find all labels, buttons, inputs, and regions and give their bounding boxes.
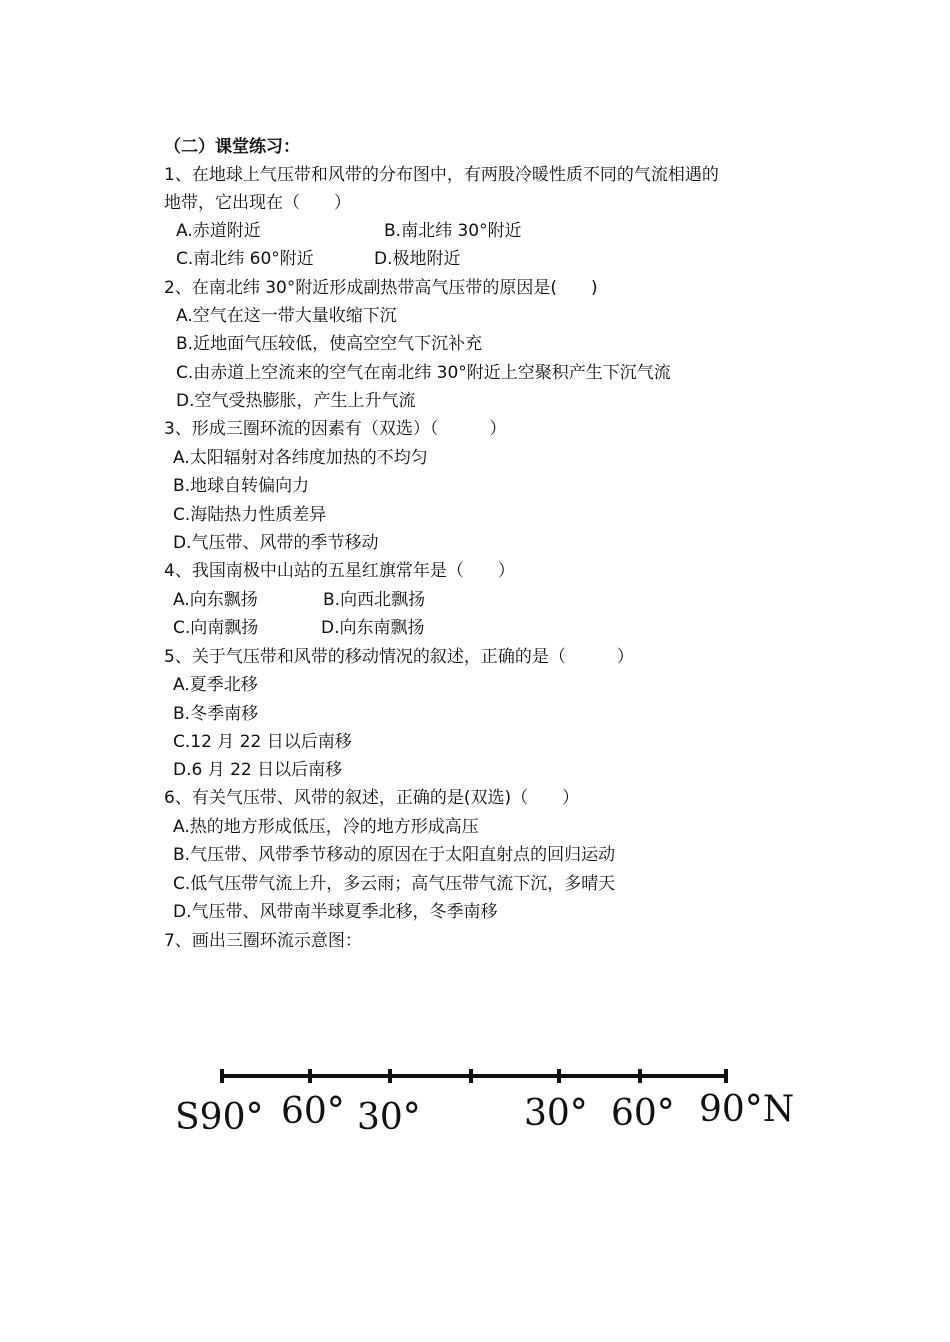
- question-1-option-d[interactable]: D.极地附近: [374, 249, 461, 269]
- question-6-option-c[interactable]: C.低气压带气流上升，多云雨；高气压带气流下沉，多晴天: [173, 874, 616, 894]
- question-5-option-d[interactable]: D.6 月 22 日以后南移: [173, 760, 343, 780]
- question-1-stem-line-1: 1、在地球上气压带和风带的分布图中，有两股冷暖性质不同的气流相遇的: [164, 165, 719, 185]
- question-3-option-b[interactable]: B.地球自转偏向力: [173, 476, 310, 496]
- latitude-label-n60: 60°: [611, 1093, 675, 1134]
- question-1-option-b[interactable]: B.南北纬 30°附近: [384, 221, 522, 241]
- latitude-label-s30: 30°: [357, 1097, 421, 1138]
- question-3-stem: 3、形成三圈环流的因素有（双选）（ ）: [164, 419, 507, 439]
- question-6-option-d[interactable]: D.气压带、风带南半球夏季北移，冬季南移: [173, 902, 498, 922]
- question-2-option-a[interactable]: A.空气在这一带大量收缩下沉: [176, 306, 397, 326]
- latitude-label-s90: S90°: [175, 1097, 264, 1138]
- question-3-option-a[interactable]: A.太阳辐射对各纬度加热的不均匀: [173, 448, 428, 468]
- question-6-option-a[interactable]: A.热的地方形成低压，冷的地方形成高压: [173, 817, 479, 837]
- question-4-option-c[interactable]: C.向南飘扬: [173, 618, 259, 638]
- question-1-stem-line-2: 地带，它出现在（ ）: [164, 193, 351, 213]
- question-1-option-c[interactable]: C.南北纬 60°附近: [176, 249, 314, 269]
- question-1-option-a[interactable]: A.赤道附近: [176, 221, 261, 241]
- latitude-label-s60: 60°: [281, 1091, 345, 1132]
- question-4-option-a[interactable]: A.向东飘扬: [173, 590, 258, 610]
- question-5-option-c[interactable]: C.12 月 22 日以后南移: [173, 732, 352, 752]
- question-5-option-a[interactable]: A.夏季北移: [173, 675, 258, 695]
- section-title: （二）课堂练习：: [164, 137, 300, 157]
- question-4-option-b[interactable]: B.向西北飘扬: [323, 590, 426, 610]
- latitude-label-n30: 30°: [524, 1093, 588, 1134]
- question-7-stem: 7、画出三圈环流示意图：: [164, 931, 362, 951]
- question-6-stem: 6、有关气压带、风带的叙述，正确的是(双选)（ ）: [164, 788, 580, 808]
- question-2-option-d[interactable]: D.空气受热膨胀，产生上升气流: [176, 391, 416, 411]
- latitude-axis-diagram: [0, 1060, 950, 1180]
- question-2-option-b[interactable]: B.近地面气压较低，使高空空气下沉补充: [176, 334, 483, 354]
- question-5-option-b[interactable]: B.冬季南移: [173, 704, 259, 724]
- question-3-option-c[interactable]: C.海陆热力性质差异: [173, 505, 327, 525]
- question-4-stem: 4、我国南极中山站的五星红旗常年是（ ）: [164, 561, 515, 581]
- question-4-option-d[interactable]: D.向东南飘扬: [321, 618, 425, 638]
- question-2-option-c[interactable]: C.由赤道上空流来的空气在南北纬 30°附近上空聚积产生下沉气流: [176, 363, 671, 383]
- question-6-option-b[interactable]: B.气压带、风带季节移动的原因在于太阳直射点的回归运动: [173, 845, 616, 865]
- question-2-stem: 2、在南北纬 30°附近形成副热带高气压带的原因是( ): [164, 278, 598, 298]
- question-3-option-d[interactable]: D.气压带、风带的季节移动: [173, 533, 379, 553]
- question-5-stem: 5、关于气压带和风带的移动情况的叙述，正确的是（ ）: [164, 647, 634, 667]
- latitude-label-n90: 90°N: [699, 1089, 795, 1130]
